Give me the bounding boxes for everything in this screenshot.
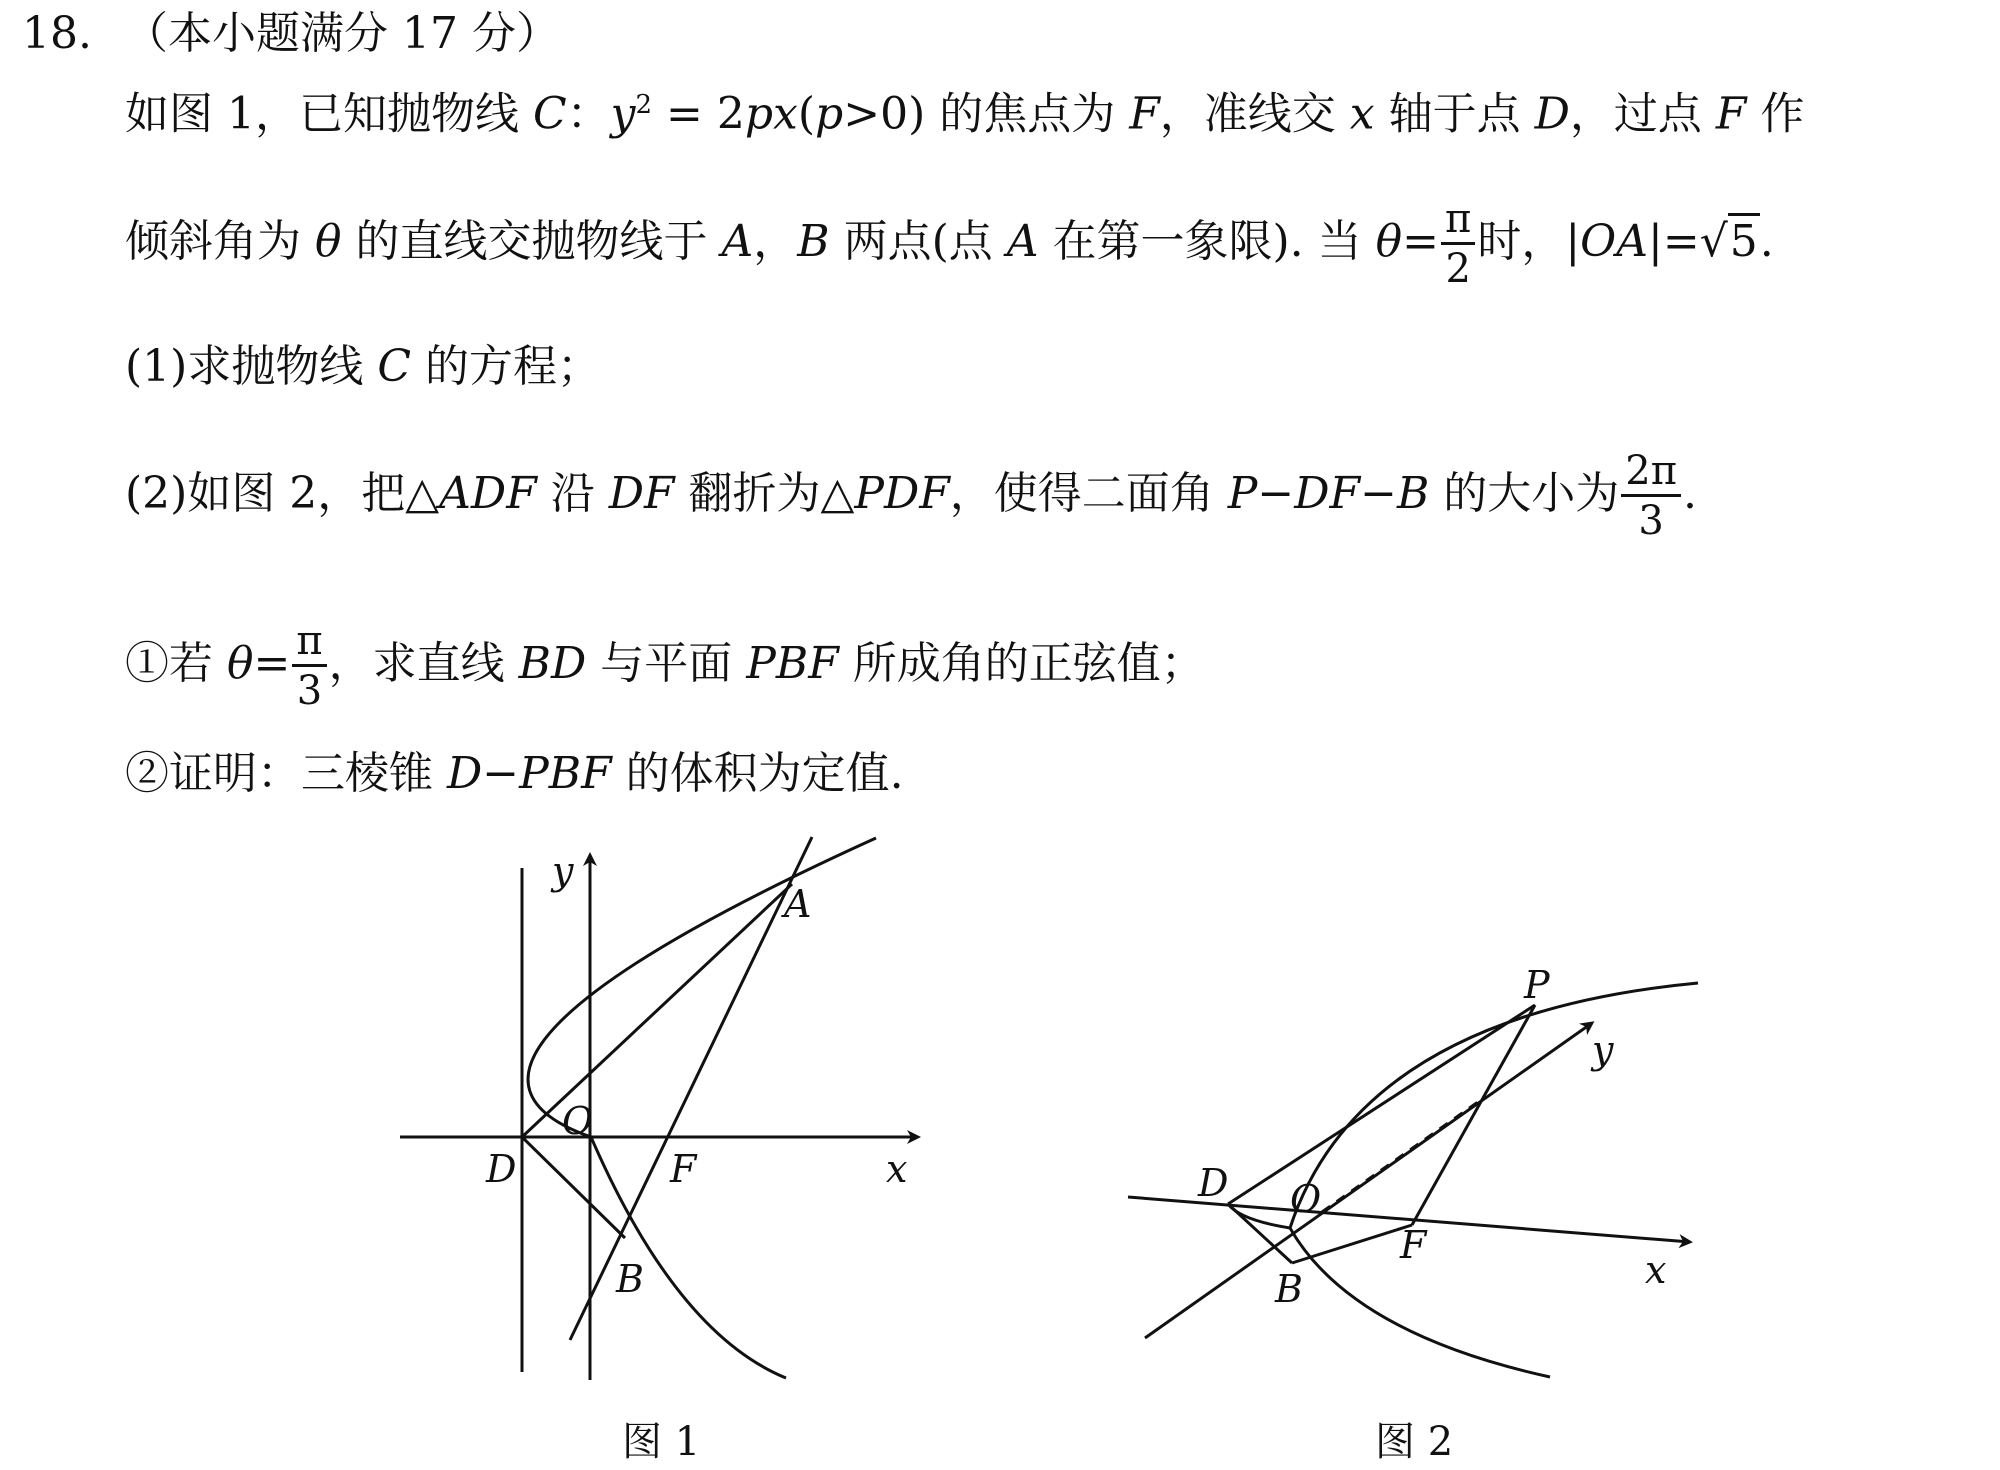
math-B: B <box>797 216 830 267</box>
text-segment: 沿 <box>536 468 609 519</box>
text-segment: 所成角的正弦值； <box>838 638 1205 689</box>
math-equals: = 2 <box>652 88 745 140</box>
math-C: C <box>377 341 411 392</box>
fraction-numerator: π <box>1441 198 1475 245</box>
math-PBF: PBF <box>746 638 839 689</box>
math-p: p <box>815 88 844 140</box>
fig1-label-D: D <box>486 1147 517 1191</box>
math-paren: ( <box>797 88 816 140</box>
fraction-numerator: π <box>292 620 326 667</box>
sqrt-radicand: 5 <box>1728 213 1760 267</box>
fig2-segment-BF <box>1292 1225 1412 1263</box>
figure-1-caption: 图 1 <box>622 1419 701 1465</box>
fraction-denominator: 3 <box>296 668 323 714</box>
fraction-denominator: 3 <box>1638 498 1664 544</box>
math-F: F <box>1129 88 1160 140</box>
fig2-label-y: y <box>1592 1028 1614 1072</box>
math-OA: OA <box>1580 216 1649 267</box>
text-segment: . <box>1759 216 1774 267</box>
fig2-segment-DB <box>1228 1204 1292 1263</box>
math-PDF: PDF <box>854 468 950 519</box>
text-segment: (1)求抛物线 <box>125 341 378 392</box>
fig1-label-O: O <box>562 1099 594 1143</box>
math-D-PBF: D−PBF <box>447 748 612 799</box>
fig2-label-B: B <box>1275 1267 1303 1311</box>
fig2-segment-PF <box>1412 1005 1535 1225</box>
fig2-label-D: D <box>1198 1161 1229 1205</box>
problem-number: 18. <box>22 8 92 59</box>
math-equals: = <box>1402 216 1440 267</box>
text-segment: ： <box>566 88 611 140</box>
fig2-label-P: P <box>1524 963 1550 1007</box>
sqrt-symbol: √ <box>1699 216 1728 267</box>
text-segment: ，求直线 <box>328 638 519 689</box>
fig1-line-AB <box>570 837 812 1340</box>
fraction-numerator: 2π <box>1621 450 1681 497</box>
text-segment: 的焦点为 <box>925 88 1130 140</box>
math-A: A <box>1006 216 1039 267</box>
text-segment: 在第一象限). 当 <box>1038 216 1376 267</box>
fig1-label-y: y <box>552 849 574 893</box>
fig1-label-x: x <box>886 1147 908 1191</box>
text-segment: ， <box>753 216 798 267</box>
text-segment: 轴于点 <box>1374 88 1535 140</box>
math-BD: BD <box>518 638 587 689</box>
fig2-label-x: x <box>1645 1248 1667 1292</box>
text-segment: 的方程； <box>410 341 601 392</box>
text-segment: 的大小为 <box>1429 468 1620 519</box>
fig1-label-B: B <box>616 1257 644 1301</box>
text-segment: 与平面 <box>586 638 747 689</box>
text-segment: 的体积为定值. <box>611 748 904 799</box>
math-theta: θ <box>315 216 342 267</box>
math-theta: θ <box>1375 216 1403 267</box>
math-DF: DF <box>608 468 675 519</box>
math-F: F <box>1715 88 1747 140</box>
math-x: x <box>1349 88 1375 140</box>
text-segment: ，准线交 <box>1159 88 1350 140</box>
figure-1 <box>400 837 918 1380</box>
fig1-label-F: F <box>670 1147 697 1191</box>
math-px: px <box>744 88 798 140</box>
text-segment: . <box>1683 468 1698 519</box>
text-segment: 时， <box>1477 216 1566 267</box>
text-segment: 作 <box>1746 88 1805 140</box>
text-segment: 倾斜角为 <box>125 216 315 267</box>
fig1-label-A: A <box>784 882 812 926</box>
text-segment: ②证明：三棱锥 <box>125 748 447 799</box>
math-abs-bar: | <box>1565 216 1581 267</box>
math-theta: θ <box>227 638 254 689</box>
fig2-segment-DP <box>1228 1005 1535 1204</box>
math-D: D <box>1534 88 1570 140</box>
fig2-label-O: O <box>1290 1177 1322 1221</box>
math-ADF: ADF <box>439 468 537 519</box>
math-y: y <box>610 88 636 140</box>
math-equals: = <box>1662 216 1700 267</box>
math-dihedral-angle: P−DF−B <box>1227 468 1430 519</box>
problem-score: （本小题满分 17 分） <box>123 8 560 59</box>
text-segment: 如图 1，已知抛物线 <box>125 88 533 140</box>
math-abs-bar: | <box>1648 216 1663 267</box>
math-condition: >0) <box>843 88 926 140</box>
text-segment: ，使得二面角 <box>949 468 1228 519</box>
text-segment: 两点(点 <box>829 216 1007 267</box>
text-segment: 的直线交抛物线于 <box>341 216 722 267</box>
text-segment: 翻折为△ <box>674 468 855 519</box>
math-equals: = <box>253 638 291 689</box>
fig2-label-F: F <box>1400 1223 1427 1267</box>
fig1-segment-DB <box>522 1137 625 1238</box>
fraction-denominator: 2 <box>1445 246 1471 292</box>
math-A: A <box>721 216 754 267</box>
math-C: C <box>532 88 567 140</box>
text-segment: (2)如图 2，把△ <box>125 468 440 519</box>
text-segment: ①若 <box>125 638 227 689</box>
math-exponent: 2 <box>635 90 653 120</box>
text-segment: ，过点 <box>1569 88 1716 140</box>
figure-2-caption: 图 2 <box>1375 1419 1454 1465</box>
